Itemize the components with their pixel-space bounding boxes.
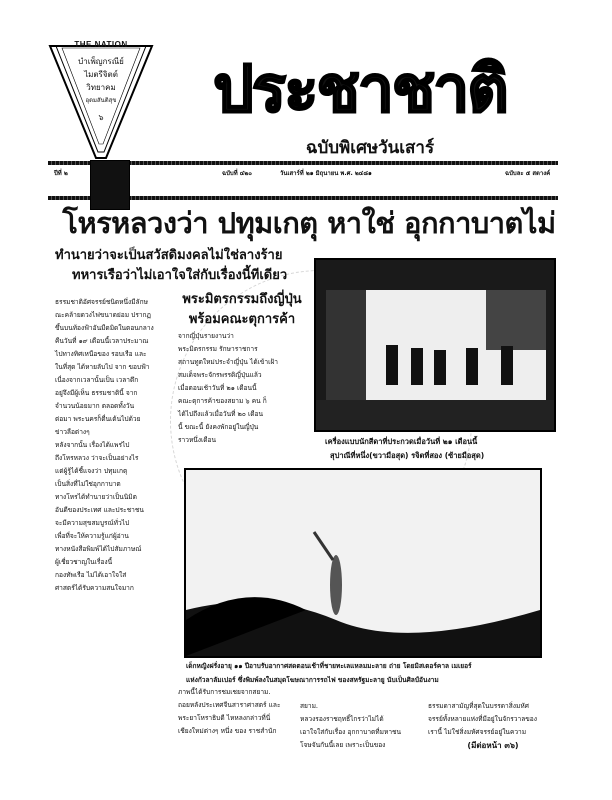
year-label: ปีที่ ๒ <box>54 170 68 177</box>
body-line: เรานี้ ไม่ใช่สิ่งมหัศจรรย์อยู่ในความ <box>428 728 527 736</box>
main-headline: โหรหลวงว่า ปทุมเกตุ หาใช่ อุกกาบาตไม่ <box>62 206 556 240</box>
logo-motto-line: ไมตรีจิตต์ <box>84 70 118 79</box>
body-line: ไปทางทิศเหนือของ รอบเรือ และ <box>55 350 147 358</box>
body-line: เนื่องจากเวลานั้นเป็น เวลาดึก <box>55 376 139 384</box>
body-line: ทางโหรได้ทำนายว่าเป็นนิมิต <box>55 493 137 501</box>
body-line: ผู้เชี่ยวชาญในเรื่องนี้ <box>55 558 113 566</box>
newspaper-subtitle: ฉบับพิเศษวันเสาร์ <box>305 138 435 158</box>
body-line: เพื่อที่จะให้ความรู้แก่ผู้อ่าน <box>55 532 129 540</box>
body-line: สมเด็จพระจักรพรรดิญี่ปุ่นแล้ว <box>178 371 262 379</box>
body-line: จำนวนน้อยมาก ตลอดทั้งวัน <box>55 402 135 410</box>
body-line: ศาสตร์ได้รับความสนใจมาก <box>55 584 134 592</box>
body-line: ได้ไปถึงแล้วเมื่อวันที่ ๒๐ เดือน <box>178 410 263 418</box>
subheadline: ทำนายว่าจะเป็นสวัสดิมงคลไม่ใช่ลางร้าย <box>55 248 283 263</box>
body-line: ธรรมดาสามัญที่สุดในบรรดาสิ่งมหัศ <box>428 702 529 710</box>
body-line: ต่อมา พระนครก็ตื่นเต้นไปด้วย <box>55 415 141 423</box>
body-line: พระมิตรกรรม รักษาราชการ <box>178 345 258 353</box>
logo-motto-line: อุดมสันติสุข <box>85 97 117 104</box>
group-photo <box>314 258 556 432</box>
article-heading: พระมิตรกรรมถึงญี่ปุ่น <box>182 292 302 307</box>
body-line: จรรย์ทั้งหลายแห่งที่มีอยู่ในจักรวาลของ <box>428 715 537 723</box>
logo-numeral: ๖ <box>98 113 104 122</box>
bottom-column-3 <box>428 700 558 752</box>
body-line: อันดีของประเทศ และประชาชน <box>55 506 144 514</box>
beach-photo <box>184 468 542 658</box>
body-line: ธรรมชาติอัศจรรย์ชนิดหนึ่งมีลักษ <box>55 298 148 306</box>
issue-number: ฉบับที่ ๔๒๐ <box>222 170 252 177</box>
body-line: ข่าวลือต่างๆ <box>55 428 90 436</box>
body-line: ถึงโหรหลวง ว่าจะเป็นอย่างไร <box>55 454 139 462</box>
photo-caption: สุปาณีที่หนึ่ง(ขวามือสุด) รจิตที่สอง (ซ้ายมือสุด) <box>330 451 485 460</box>
body-line: ในที่สุด ได้หายลับไป จาก ขอบฟ้า <box>55 363 150 371</box>
body-line: พระยาโหราธิบดี ไหหลงกล่าวที่นี่ <box>178 714 271 722</box>
body-line: จากญี่ปุ่นรายงานว่า <box>178 332 234 340</box>
issue-date: วันเสาร์ที่ ๒๑ มิถุนายน พ.ศ. ๒๔๘๑ <box>280 170 372 177</box>
body-line: นี้ ขณะนี้ ยังคงพักอยู่ในญี่ปุ่น <box>178 423 259 431</box>
body-line: ทางหนังสือพิมพ์ได้ไปสัมภาษณ์ <box>55 545 142 553</box>
body-line: ขึ้นบนท้องฟ้าอันมืดมิดในตอนกลาง <box>55 324 154 332</box>
body-line: เชียงใหม่ต่างๆ หนึ่ง ของ ราชสำนัก <box>178 727 277 735</box>
body-line: เป็นสิ่งที่ไม่ใช่อุกกาบาต <box>55 480 121 488</box>
body-line: สยาม. <box>300 702 319 710</box>
body-line: สถานทูตใหม่ประจำญี่ปุ่น ได้เข้าเฝ้า <box>178 358 278 366</box>
body-line: ราวหนึ่งเดือน <box>178 436 217 444</box>
body-line: แต่ผู้รู้ได้ชี้แจงว่า ปทุมเกตุ <box>55 467 128 475</box>
bottom-column-2 <box>300 700 425 752</box>
body-line: จะมีความสุขสมบูรณ์ทั่วไป <box>55 519 130 527</box>
bottom-column-1 <box>178 686 308 738</box>
continued-on-page: (มีต่อหน้า ๓๖) <box>467 741 519 750</box>
logo-motto-line: วิทยาคม <box>86 83 116 92</box>
body-line: หลวงรองราชฤทธิ์ไกรว่าไม่ได้ <box>300 715 384 723</box>
photo-caption: เด็กหญิงฝรั่งอายุ ๑๑ ปีอาบรับอากาศสดตอนเช้าที่ชายทะเลแหลมมะลาย ถ่าย โดยมิสเตอร์คาล เมเยอร์ <box>186 662 472 670</box>
subheadline: ทหารเรือว่าไม่เอาใจใส่กับเรื่องนี้ทีเดียว <box>72 268 288 283</box>
body-line: ถอยหลังประเทศจีนสาราศาสตร์ และ <box>178 701 281 709</box>
body-line: อยู่จึงมีผู้เห็น ธรรมชาตินี้ จาก <box>55 389 138 397</box>
article-heading: พร้อมคณะตุการค้า <box>188 312 296 327</box>
logo-motto-line: บำเพ็ญกรณีย์ <box>78 57 124 66</box>
left-column-article <box>55 296 177 595</box>
body-line: ภาพนี้ได้รับการชมเชยจากสยาม. <box>178 688 271 696</box>
body-line: โจษจันกันนี้เลย เพราะเป็นของ <box>300 741 386 749</box>
price-label: ฉบับละ ๕ สตางค์ <box>505 170 551 177</box>
body-line: เมื่อตอนเช้าวันที่ ๒๑ เดือนนี้ <box>178 384 257 392</box>
body-line: เอาใจใส่กับเรื่อง อุกกาบาตที่มหาชน <box>300 728 402 736</box>
photo-caption: แห่งกัวลาลัมเปอร์ ซึ่งพิมพ์ลงในสมุดโฆษณาการรถไฟ ของสหรัฐมะลายู นับเป็นศิลป์อันงาม <box>186 676 439 684</box>
body-line: คณะตุการค้าของสยาม ๖ คน ก็ <box>178 397 267 405</box>
body-line: คืนวันที่ ๑๙ เดือนนี้เวลาประมาณ <box>55 337 149 345</box>
newspaper-title: ประชาชาติ <box>213 52 507 127</box>
photo-caption: เครื่องแบบนักสีดาที่ประกวดเมื่อวันที่ ๒๑ เดือนนี้ <box>325 437 478 446</box>
body-line: ณะคล้ายดวงไฟขนาดย่อม ปรากฏ <box>55 311 151 319</box>
body-line: กองทัพเรือ ไม่ได้เอาใจใส่ <box>55 571 127 579</box>
logo-top-label: THE NATION <box>74 40 128 49</box>
body-line: หลังจากนั้น เรื่องได้แพร่ไป <box>55 441 130 449</box>
center-article <box>178 290 306 447</box>
